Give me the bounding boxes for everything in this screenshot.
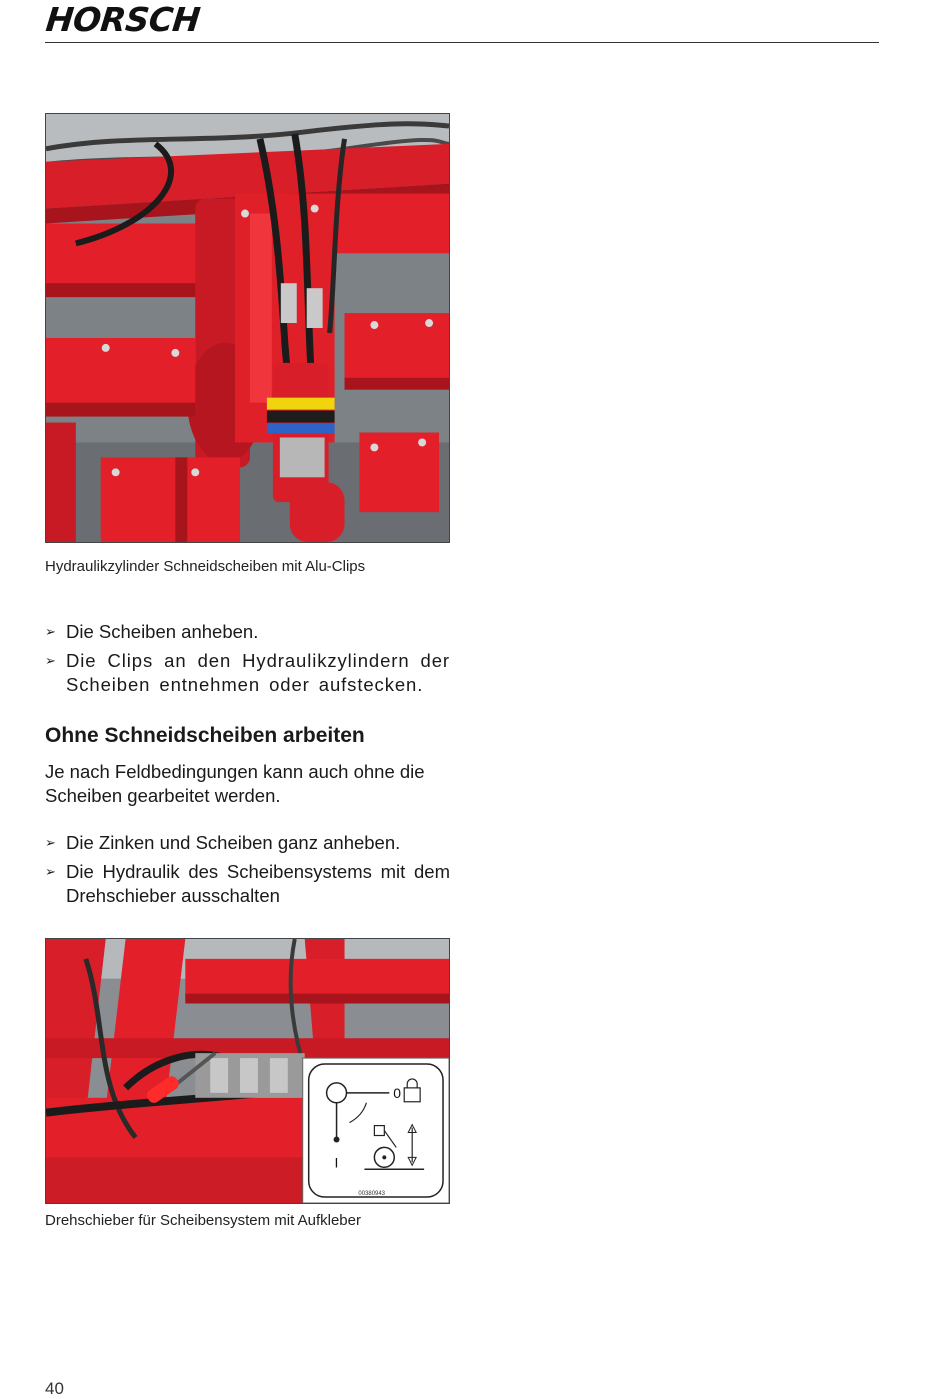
section-heading: Ohne Schneidscheiben arbeiten <box>45 724 365 747</box>
horsch-logo: HORSCH <box>44 0 202 39</box>
list-item <box>45 860 450 908</box>
list-item <box>45 620 450 644</box>
step-text: Die Zinken und Scheiben ganz anheben. <box>66 832 401 853</box>
arrow-bullet-icon: ➢ <box>45 864 56 879</box>
page-number: 40 <box>45 1379 64 1398</box>
sticker-zero-label: 0 <box>393 1084 402 1101</box>
list-item <box>45 831 450 855</box>
figure-caption: Drehschieber für Scheibensystem mit Aufkleber <box>45 1212 361 1229</box>
header-rule <box>45 42 879 43</box>
arrow-bullet-icon: ➢ <box>45 835 56 850</box>
step-text: Die Hydraulik des Scheibensystems mit dem Drehschieber ausschalten <box>66 861 450 906</box>
rotary-valve-photo <box>45 938 450 1204</box>
arrow-bullet-icon: ➢ <box>45 624 56 639</box>
hydraulic-cylinder-photo <box>45 113 450 543</box>
section-paragraph: Je nach Feldbedingungen kann auch ohne die Scheiben gearbeitet werden. <box>45 761 425 806</box>
step-text: Die Clips an den Hydraulikzylindern der Scheiben entnehmen oder aufstecken. <box>66 650 450 695</box>
arrow-bullet-icon: ➢ <box>45 653 57 668</box>
sticker-one-label: I <box>334 1154 339 1171</box>
step-text: Die Scheiben anheben. <box>66 621 259 642</box>
sticker-code: 00380943 <box>358 1191 385 1198</box>
instruction-list <box>45 620 450 702</box>
list-item <box>45 649 450 697</box>
instruction-list <box>45 831 450 913</box>
figure-caption: Hydraulikzylinder Schneidscheiben mit Alu-Clips <box>45 558 366 575</box>
